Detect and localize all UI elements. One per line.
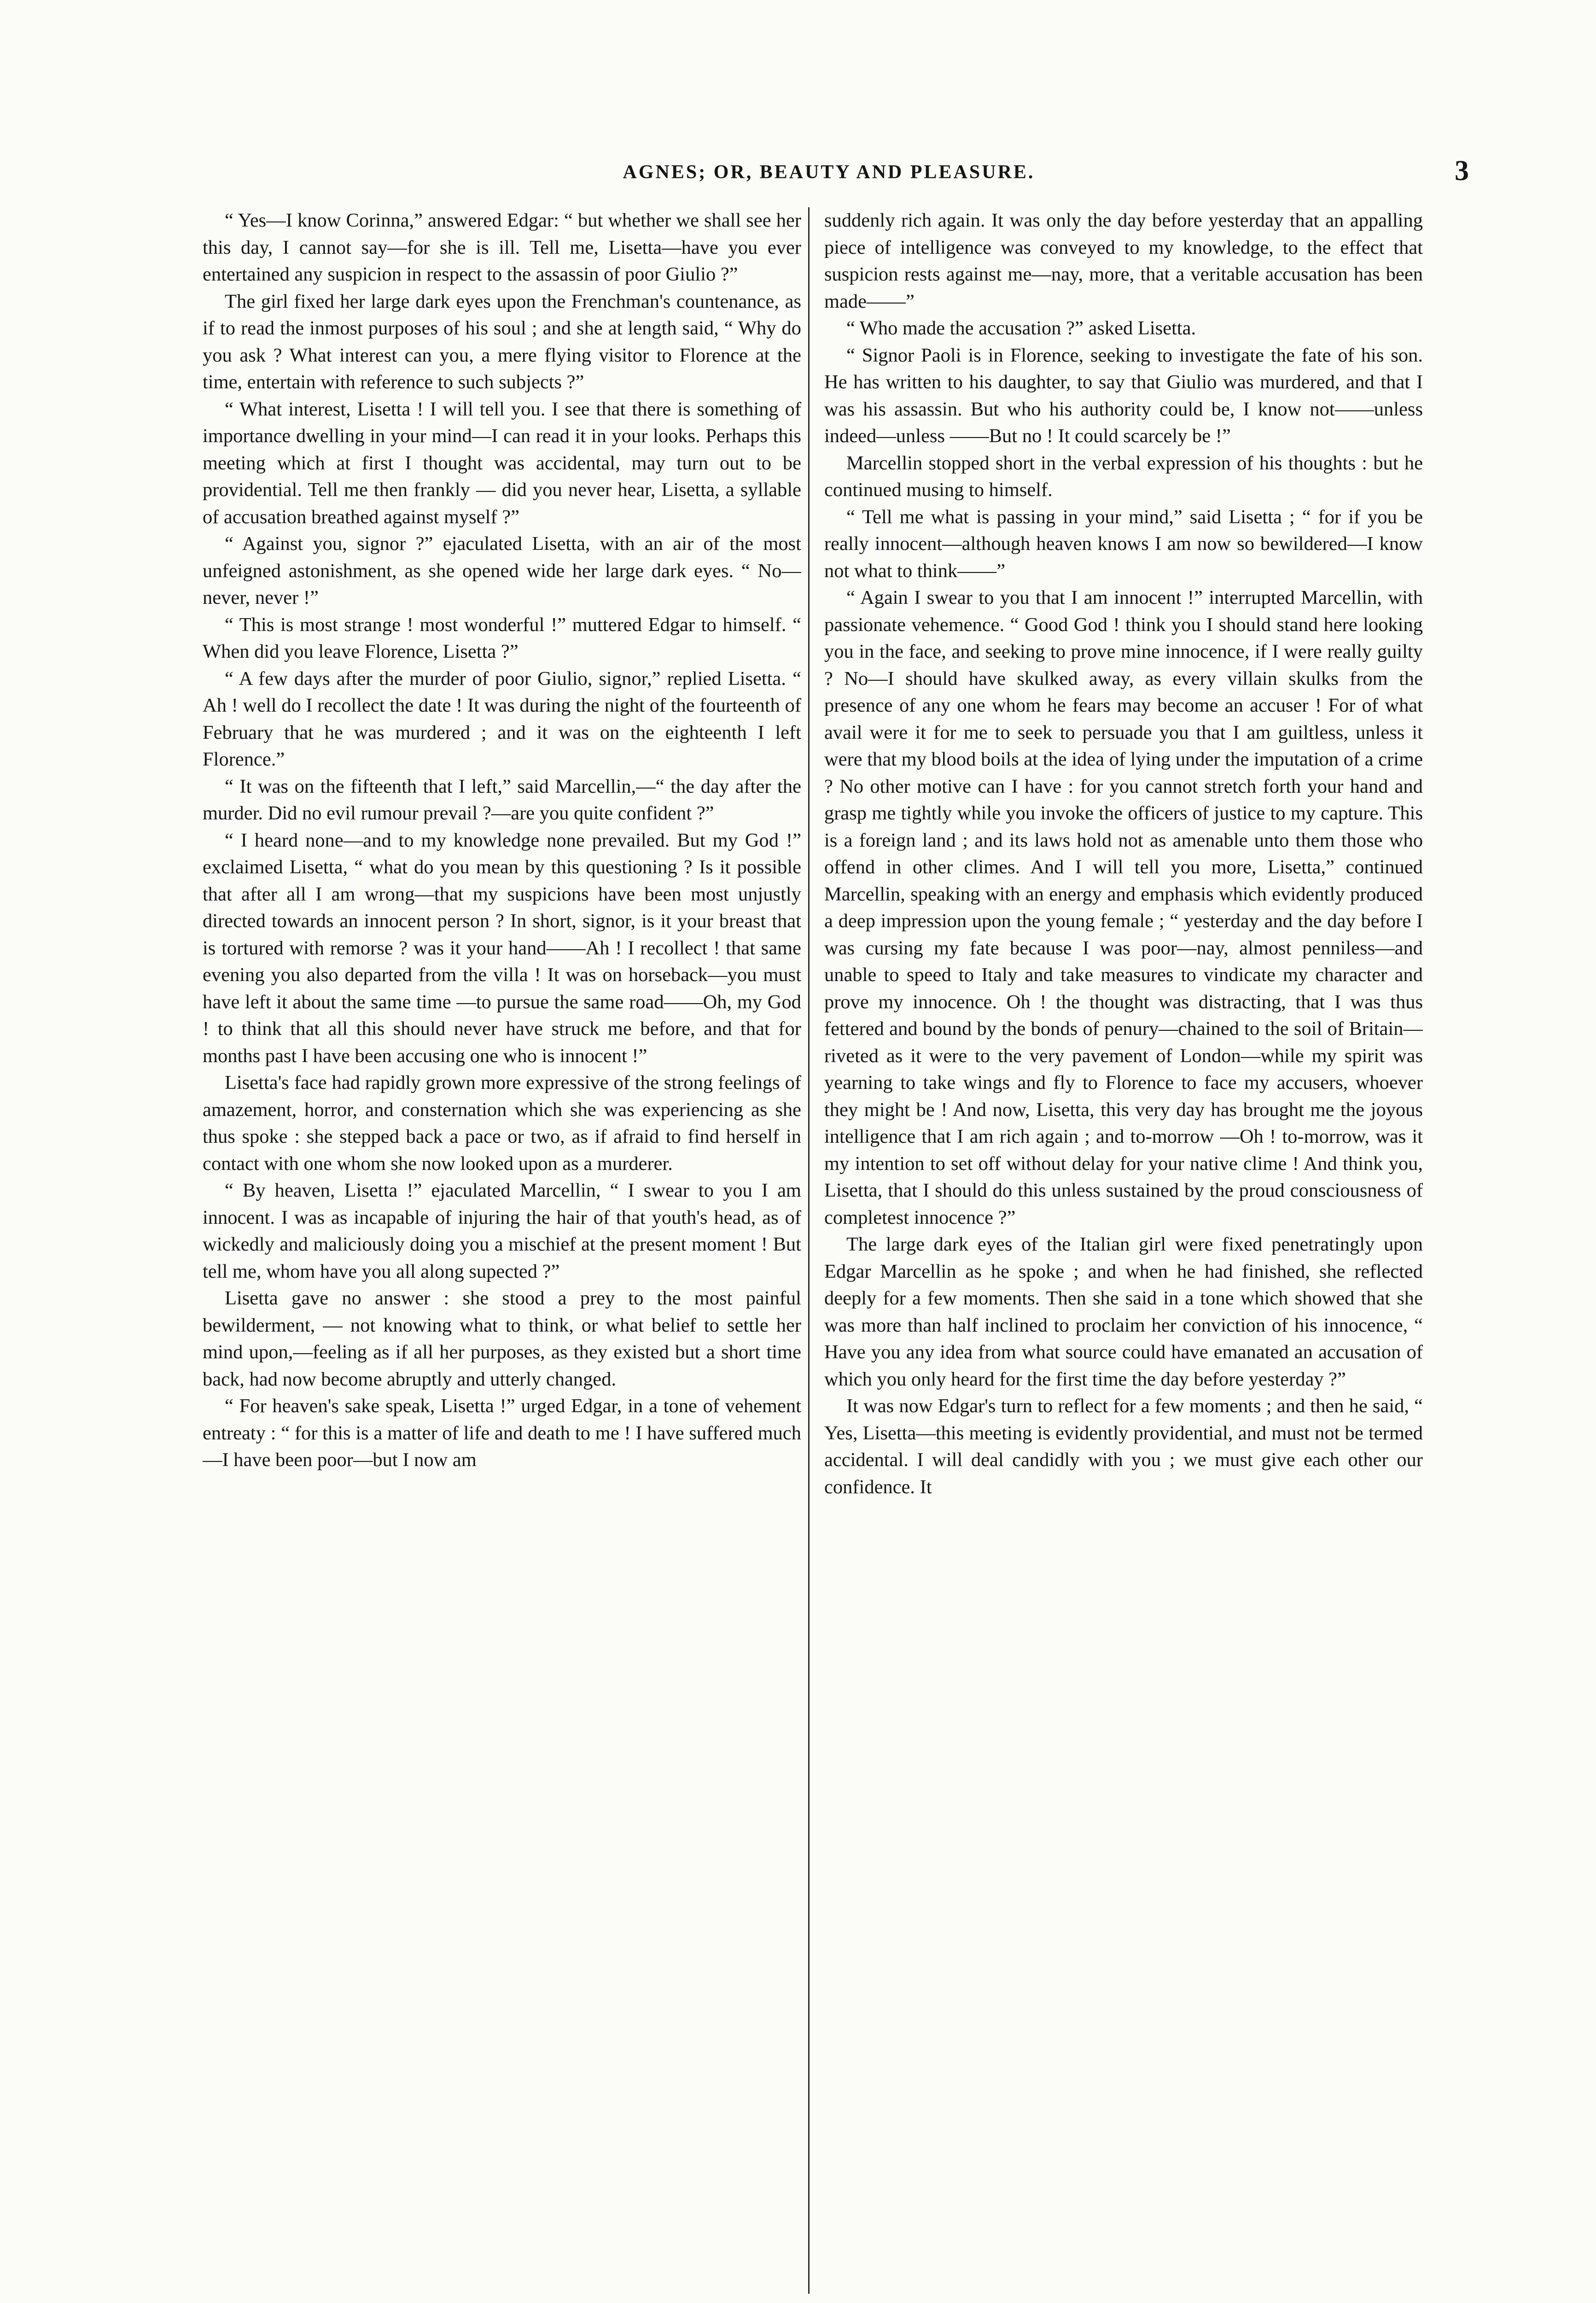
paragraph: “ This is most strange ! most wonderful !” muttered Edgar to himself. “ When did you leave Florence, Lisetta ?”	[203, 614, 801, 662]
paragraph: “ Who made the accusation ?” asked Lisetta.	[846, 317, 1196, 339]
left-column	[203, 207, 801, 2294]
right-column	[824, 207, 1423, 2294]
paragraph: “ What interest, Lisetta ! I will tell you. I see that there is something of importance dwelling in your mind—I can read it in your looks. Perhaps this meeting which at first I thought was accidental, may turn out to be providential. Tell me then frankly — did you never hear, Lisetta, a syllable of accusation breathed against myself ?”	[203, 398, 801, 528]
page-number: 3	[1455, 155, 1469, 187]
paragraph: “ It was on the fifteenth that I left,” said Marcellin,—“ the day after the murder. Did no evil rumour prevail ?—are you quite confident ?”	[203, 775, 801, 824]
page-header	[198, 155, 1469, 203]
paragraph: “ Again I swear to you that I am innocent !” interrupted Marcellin, with passionate vehemence. “ Good God ! think you I should stand here looking you in the face, and seeking to prove mine innocence, if I were really guilty ? No—I should have skulked away, as every villain skulks from the presence of any one whom he fears may become an accuser ! For of what avail were it for me to seek to persuade you that I am guiltless, unless it were that my blood boils at the idea of lying under the imputation of a crime ? No other motive can I have : for you cannot stretch forth your hand and grasp me tightly while you invoke the officers of justice to my capture. This is a foreign land ; and its laws hold not as amenable unto them those who offend in other climes. And I will tell you more, Lisetta,” continued Marcellin, speaking with an energy and emphasis which evidently produced a deep impression upon the young female ; “ yesterday and the day before I was cursing my fate because I was poor—nay, almost penniless—and unable to speed to Italy and take measures to vindicate my character and prove my innocence. Oh ! the thought was distracting, that I was thus fettered and bound by the bonds of penury—chained to the soil of Britain—riveted as it were to the very pavement of London—while my spirit was yearning to take wings and fly to Florence to face my accusers, whoever they might be ! And now, Lisetta, this very day has brought me the joyous intelligence that I am rich again ; and to-morrow —Oh ! to-morrow, was it my intention to set off without delay for your native clime ! And think you, Lisetta, that I should do this unless sustained by the proud consciousness of completest innocence ?”	[824, 587, 1423, 1228]
running-title: AGNES; OR, BEAUTY AND PLEASURE.	[623, 162, 1035, 183]
paragraph: Marcellin stopped short in the verbal expression of his thoughts : but he continued musing to himself.	[824, 452, 1423, 501]
paragraph: “ Against you, signor ?” ejaculated Lisetta, with an air of the most unfeigned astonishment, as she opened wide her large dark eyes. “ No—never, never !”	[203, 533, 801, 608]
paragraph: The large dark eyes of the Italian girl were fixed penetratingly upon Edgar Marcellin as he spoke ; and when he had finished, she reflected deeply for a few moments. Then she said in a tone which showed that she was more than half inclined to proclaim her conviction of his innocence, “ Have you any idea from what source could have emanated an accusation of which you only heard for the first time the day before yesterday ?”	[824, 1233, 1423, 1390]
paragraph: Lisetta's face had rapidly grown more expressive of the strong feelings of amazement, horror, and consternation which she was experiencing as she thus spoke : she stepped back a pace or two, as if afraid to find herself in contact with one whom she now looked upon as a murderer.	[203, 1072, 801, 1175]
paragraph: Lisetta gave no answer : she stood a prey to the most painful bewilderment, — not knowing what to think, or what belief to settle her mind upon,—feeling as if all her purposes, as they existed but a short time back, had now become abruptly and utterly changed.	[203, 1287, 801, 1390]
paragraph: “ A few days after the murder of poor Giulio, signor,” replied Lisetta. “ Ah ! well do I recollect the date ! It was during the night of the fourteenth of February that he was murdered ; and it was on the eighteenth I left Florence.”	[203, 667, 801, 770]
paragraph: The girl fixed her large dark eyes upon the Frenchman's countenance, as if to read the inmost purposes of his soul ; and she at length said, “ Why do you ask ? What interest can you, a mere flying visitor to Florence at the time, entertain with reference to such subjects ?”	[203, 290, 801, 393]
paragraph: “ By heaven, Lisetta !” ejaculated Marcellin, “ I swear to you I am innocent. I was as incapable of injuring the hair of that youth's head, as of wickedly and maliciously doing you a mischief at the present moment ! But tell me, whom have you all along supected ?”	[203, 1180, 801, 1282]
paragraph: suddenly rich again. It was only the day before yesterday that an appalling piece of intelligence was conveyed to my knowledge, to the effect that suspicion rests against me—nay, more, that a veritable accusation has been made——”	[824, 210, 1423, 312]
paragraph: “ I heard none—and to my knowledge none prevailed. But my God !” exclaimed Lisetta, “ what do you mean by this questioning ? Is it possible that after all I am wrong—that my suspicions have been most unjustly directed towards an innocent person ? In short, signor, is it your breast that is tortured with remorse ? was it your hand——Ah ! I recollect ! that same evening you also departed from the villa ! It was on horseback—you must have left it about the same time —to pursue the same road——Oh, my God ! to think that all this should never have struck me before, and that for months past I have been accusing one who is innocent !”	[203, 829, 801, 1067]
paragraph: “ Signor Paoli is in Florence, seeking to investigate the fate of his son. He has written to his daughter, to say that Giulio was murdered, and that I was his assassin. But who his authority could be, I know not——unless indeed—unless ——But no ! It could scarcely be !”	[824, 344, 1423, 447]
column-divider	[808, 207, 810, 2294]
paragraph: It was now Edgar's turn to reflect for a few moments ; and then he said, “ Yes, Lisetta—this meeting is evidently providential, and must not be termed accidental. I will deal candidly with you ; we must give each other our confidence. It	[824, 1395, 1423, 1498]
paragraph: “ Yes—I know Corinna,” answered Edgar: “ but whether we shall see her this day, I cannot say—for she is ill. Tell me, Lisetta—have you ever entertained any suspicion in respect to the assassin of poor Giulio ?”	[203, 210, 801, 285]
paragraph: “ For heaven's sake speak, Lisetta !” urged Edgar, in a tone of vehement entreaty : “ for this is a matter of life and death to me ! I have suffered much—I have been poor—but I now am	[203, 1395, 801, 1471]
paragraph: “ Tell me what is passing in your mind,” said Lisetta ; “ for if you be really innocent—although heaven knows I am now so bewildered—I know not what to think——”	[824, 506, 1423, 582]
